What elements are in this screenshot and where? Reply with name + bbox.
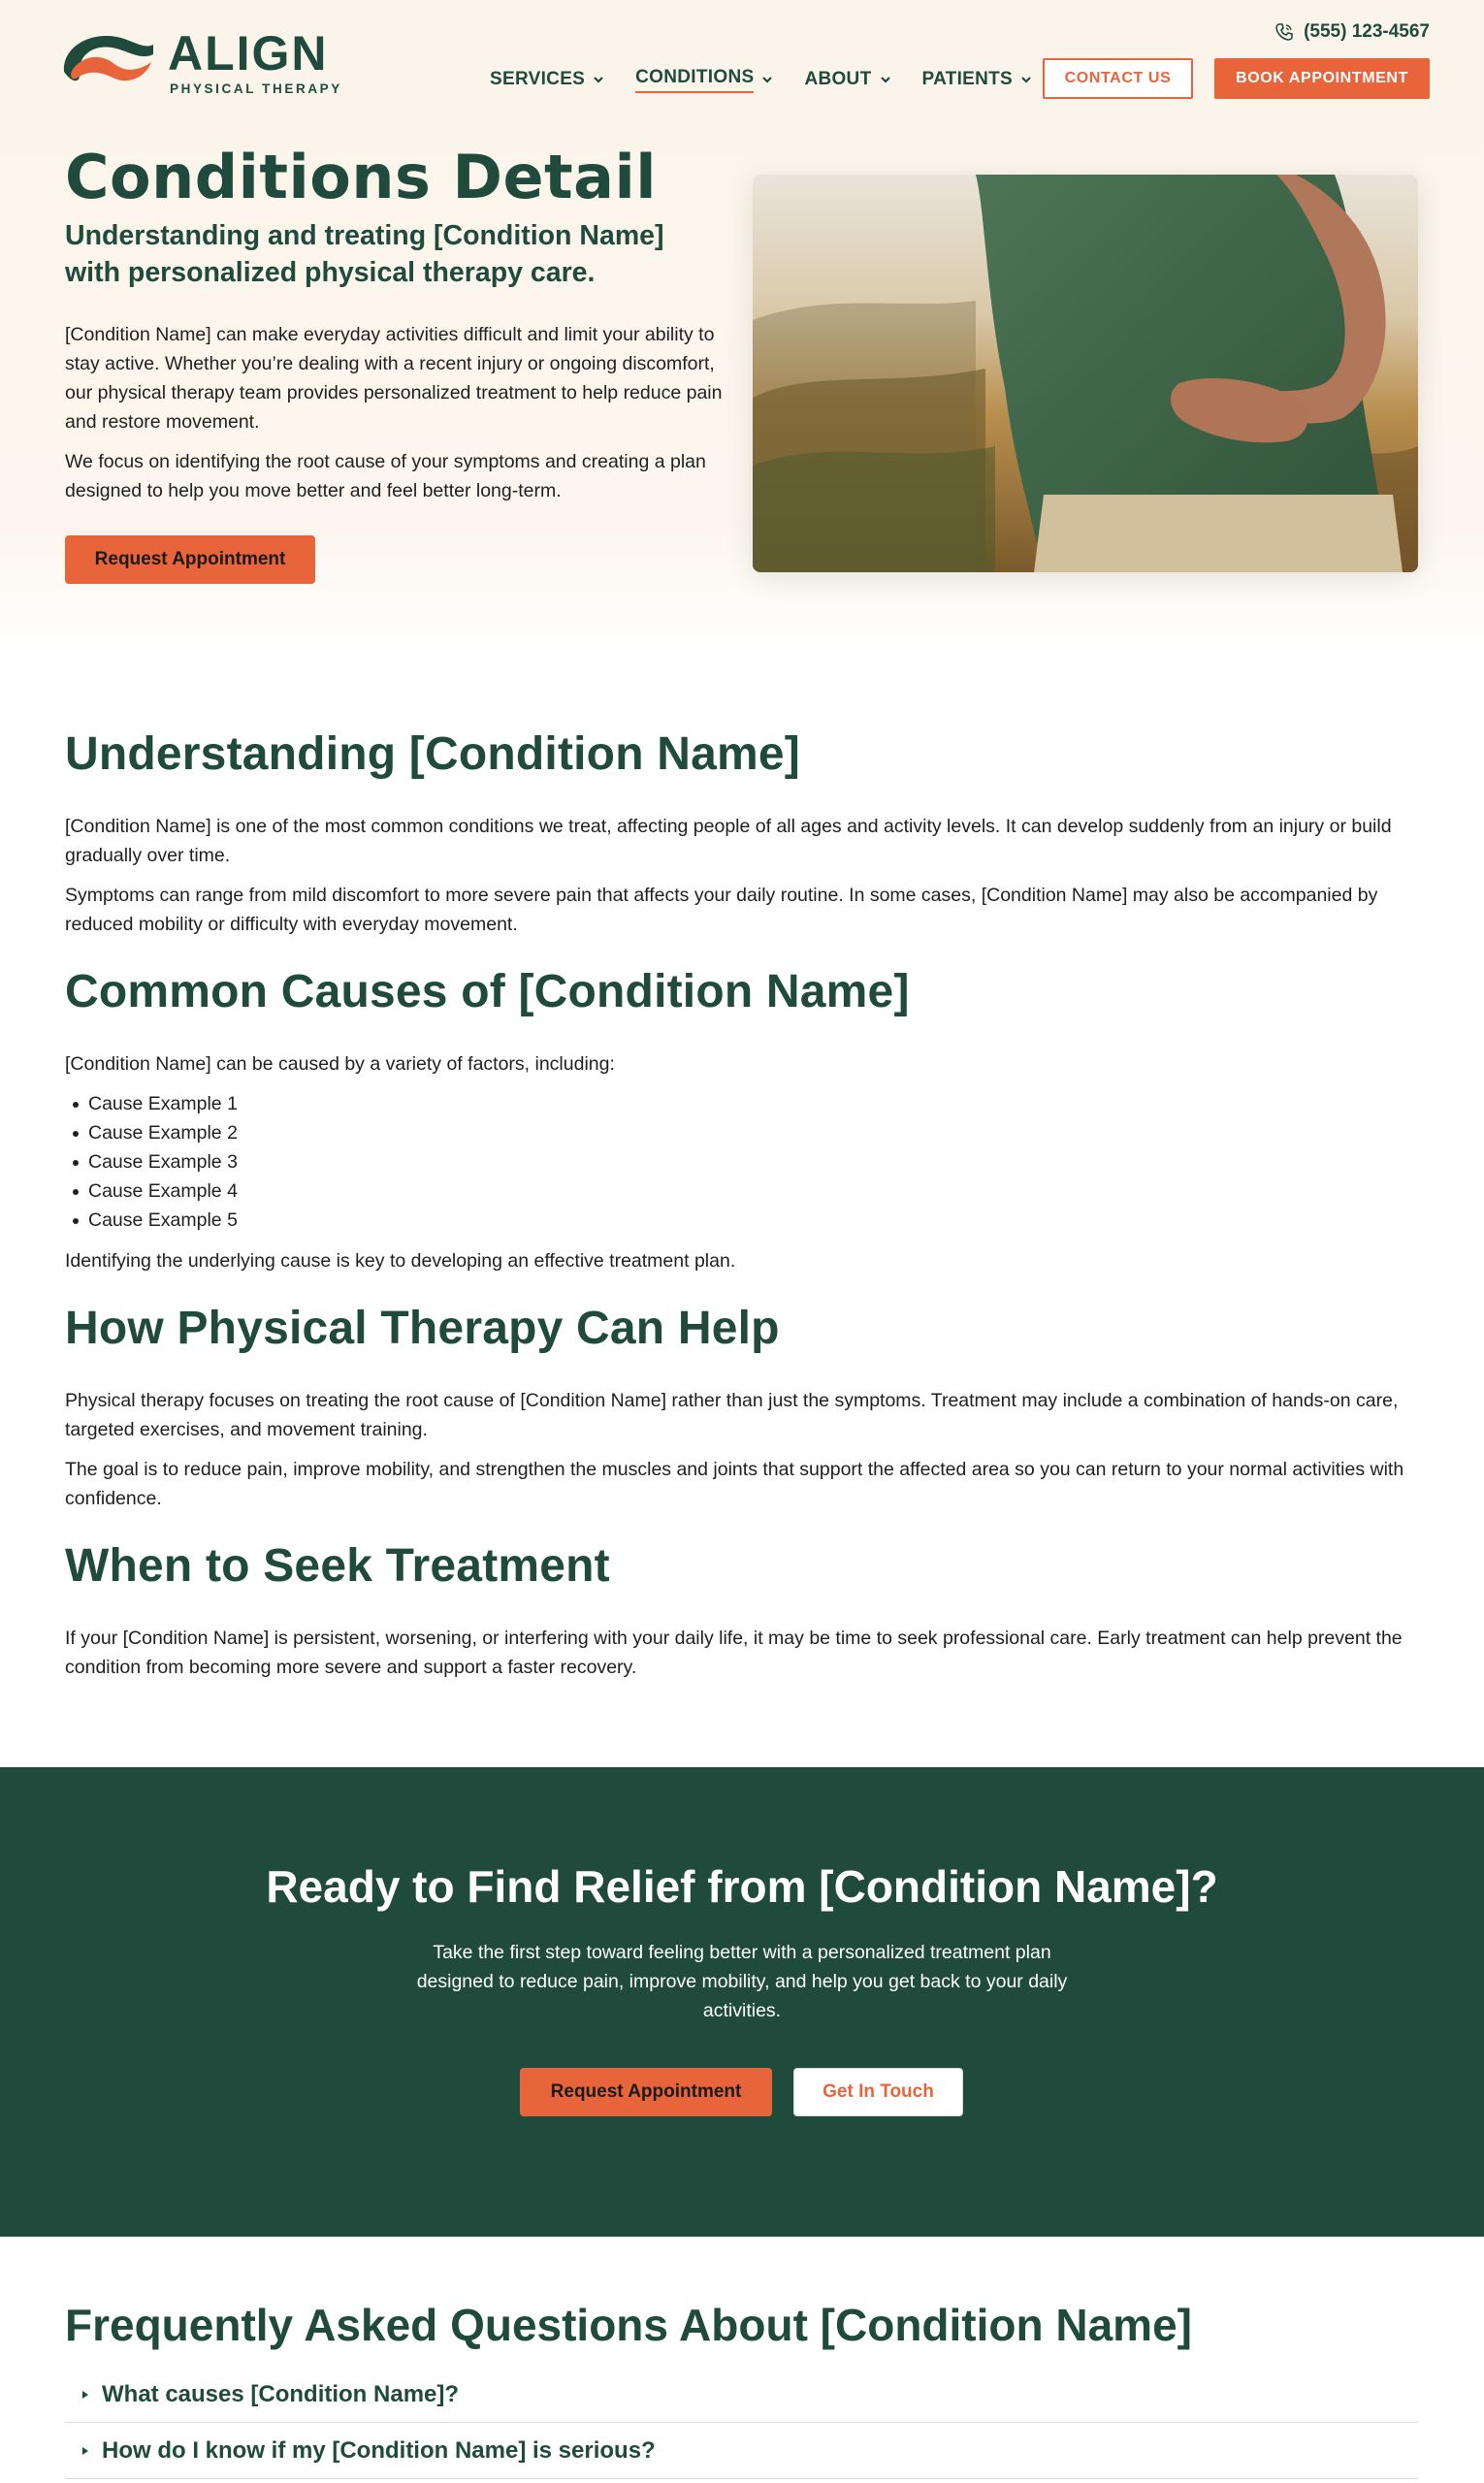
faq-question: What causes [Condition Name]?: [102, 2380, 460, 2407]
faq-question: How do I know if my [Condition Name] is serious?: [102, 2436, 656, 2464]
chevron-down-icon: [761, 74, 773, 85]
phone-icon: [1274, 22, 1294, 42]
logo[interactable]: [56, 25, 342, 96]
section-paragraph: [Condition Name] can be caused by a variety of factors, including:: [65, 1053, 615, 1075]
back-pain-photo: [753, 175, 1418, 572]
chevron-down-icon: [880, 74, 891, 85]
hero-paragraph: We focus on identifying the root cause of your symptoms and creating a plan designed to help you move better and feel better long-term.: [65, 451, 706, 501]
section-heading-when: When to Seek Treatment: [65, 1540, 610, 1592]
section-paragraph: Physical therapy focuses on treating the root cause of [Condition Name] rather than just the symptoms. Treatment may include a combination of hands-on care, targeted exercises, and movement training.: [65, 1390, 1399, 1440]
hero-section: [0, 0, 1484, 660]
logo-tagline: PHYSICAL THERAPY: [170, 81, 342, 96]
nav-item-label: ABOUT: [804, 69, 872, 89]
section-paragraph: [Condition Name] is one of the most common conditions we treat, affecting people of all ages and activity levels. It can develop suddenly from an injury or build gradually over time.: [65, 816, 1392, 866]
nav-item-conditions[interactable]: [635, 60, 773, 99]
nav-item-label: PATIENTS: [921, 69, 1014, 89]
causes-list: [65, 1089, 647, 1235]
faq-item[interactable]: [65, 2423, 1418, 2479]
cta-text: Take the first step toward feeling better with a personalized treatment plan designed to reduce pain, improve mobility, and help you get back to your daily activities.: [416, 1942, 1068, 2021]
chevron-down-icon: [593, 74, 604, 85]
list-item: Cause Example 1: [65, 1089, 647, 1118]
faq-title: Frequently Asked Questions About [Condition Name]: [65, 2300, 1192, 2350]
section-heading-understanding: Understanding [Condition Name]: [65, 728, 800, 780]
section-paragraph: If your [Condition Name] is persistent, worsening, or interfering with your daily life, it may be time to seek professional care. Early treatment can help prevent the condition from becoming more severe and support a faster recovery.: [65, 1628, 1403, 1678]
hero-paragraph: [Condition Name] can make everyday activities difficult and limit your ability to stay active. Whether you’re dealing with a recent injury or ongoing discomfort, our physical therapy team provides personalized treatment to help reduce pain and restore movement.: [65, 324, 723, 433]
list-item: Cause Example 2: [65, 1118, 647, 1147]
phone-link[interactable]: [1274, 21, 1430, 43]
contact-us-button[interactable]: CONTACT US: [1043, 58, 1193, 99]
section-paragraph: Symptoms can range from mild discomfort to more severe pain that affects your daily routine. In some cases, [Condition Name] may also be accompanied by reduced mobility or difficulty with everyday movement.: [65, 885, 1378, 935]
hero-subtitle: Understanding and treating [Condition Name] with personalized physical therapy care.: [65, 220, 664, 288]
logo-mark-icon: [56, 25, 157, 91]
hero-image: [753, 175, 1418, 572]
page-title: Conditions Detail: [65, 142, 657, 212]
list-item: Cause Example 5: [65, 1206, 647, 1235]
get-in-touch-button[interactable]: Get In Touch: [793, 2068, 963, 2116]
phone-number: (555) 123-4567: [1304, 21, 1430, 42]
nav-item-patients[interactable]: [922, 60, 1033, 99]
cta-section: [0, 1767, 1484, 2237]
faq-item[interactable]: [65, 2367, 1418, 2423]
nav-item-about[interactable]: [804, 60, 890, 99]
main-nav: [490, 58, 1063, 101]
cta-title: Ready to Find Relief from [Condition Name]?: [266, 1861, 1218, 1912]
nav-item-services[interactable]: [490, 60, 604, 99]
site-header: [0, 0, 1484, 136]
list-item: Cause Example 4: [65, 1177, 647, 1206]
section-heading-causes: Common Causes of [Condition Name]: [65, 966, 910, 1017]
section-paragraph: Identifying the underlying cause is key to developing an effective treatment plan.: [65, 1250, 736, 1272]
logo-wordmark: ALIGN: [168, 26, 329, 81]
chevron-down-icon: [1020, 74, 1032, 85]
nav-item-label: CONDITIONS: [635, 67, 754, 93]
section-heading-help: How Physical Therapy Can Help: [65, 1303, 780, 1354]
caret-right-icon: [81, 2389, 90, 2401]
list-item: Cause Example 3: [65, 1147, 647, 1177]
section-paragraph: The goal is to reduce pain, improve mobility, and strengthen the muscles and joints that support the affected area so you can return to your normal activities with confidence.: [65, 1459, 1404, 1509]
cta-request-appointment-button[interactable]: Request Appointment: [520, 2068, 772, 2116]
book-appointment-button[interactable]: BOOK APPOINTMENT: [1214, 58, 1430, 99]
request-appointment-button[interactable]: Request Appointment: [65, 535, 315, 584]
nav-item-label: SERVICES: [490, 69, 586, 89]
caret-right-icon: [81, 2445, 90, 2457]
